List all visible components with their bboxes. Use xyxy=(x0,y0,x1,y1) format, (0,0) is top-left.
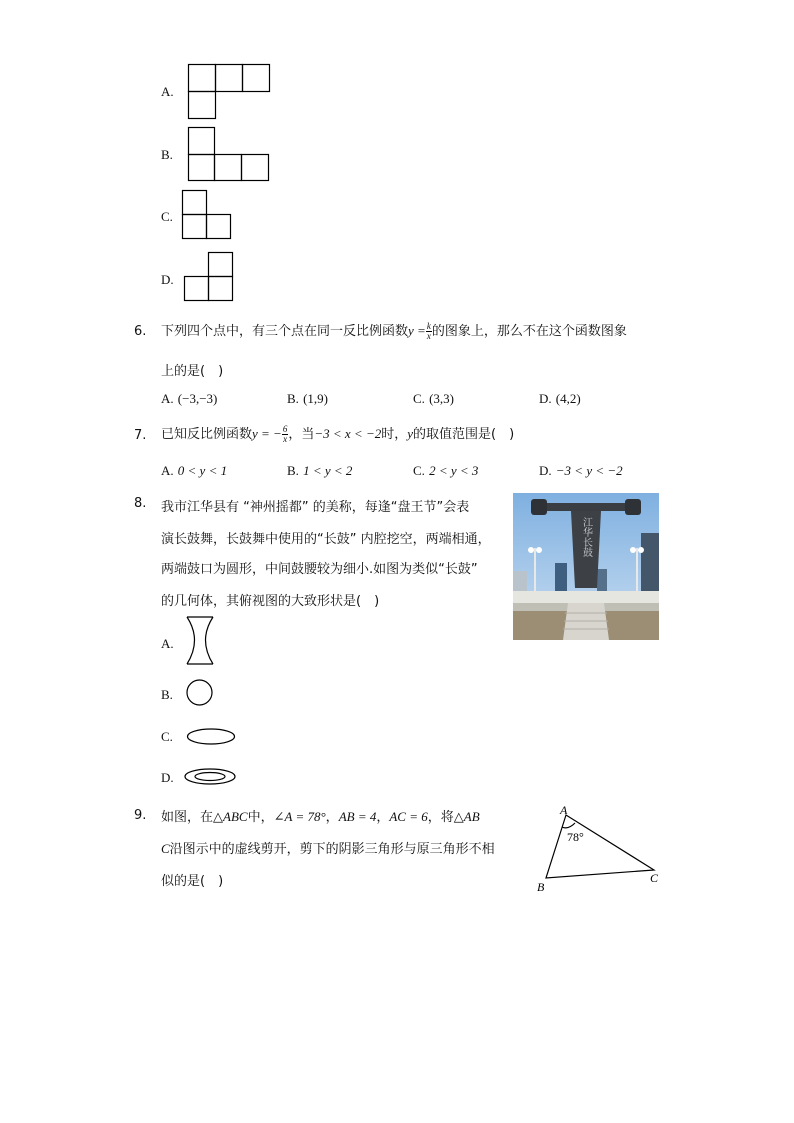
q7-func-lhs: y = − xyxy=(252,426,282,441)
q8-photo-text: 江华长鼓 xyxy=(580,517,592,557)
q7-number: 7. xyxy=(134,428,147,443)
q5-option-b-label: B. xyxy=(161,147,173,162)
q5-option-d-label: D. xyxy=(161,272,174,287)
q7-text-mid: ，当 xyxy=(288,427,315,442)
q9-vertex-a: A xyxy=(560,803,568,817)
q7-text-end: 的取值范围是( ) xyxy=(413,427,515,442)
q9-number: 9. xyxy=(134,808,147,823)
q7-y-var: y xyxy=(407,426,414,441)
q7-option-c[interactable]: C. 2 < y < 3 xyxy=(413,463,479,478)
q8-option-a-label: A. xyxy=(161,636,174,651)
q8-option-d-figure[interactable] xyxy=(184,768,238,786)
q5-option-c-figure[interactable] xyxy=(182,190,232,240)
q6-text-after: 的图象上，那么不在这个函数图象 xyxy=(431,324,627,339)
q8-line-1: 我市江华县有 “神州摇都” 的美称，每逢“盘王节”会表 xyxy=(161,500,470,515)
q6-func-lhs: y = xyxy=(408,323,426,338)
q9-line-2: C沿图示中的虚线剪开，剪下的阴影三角形与原三角形不相 xyxy=(161,841,495,857)
q5-option-a-figure[interactable] xyxy=(188,64,270,119)
q5-option-b-figure[interactable] xyxy=(188,127,270,182)
q8-line-3: 两端鼓口为圆形，中间鼓腰较为细小.如图为类似“长鼓” xyxy=(161,562,478,577)
q8-option-d-label: D. xyxy=(161,770,174,785)
q9-line-3: 似的是( ) xyxy=(161,874,224,889)
q7-stem xyxy=(161,421,514,447)
q6-option-d[interactable]: D. (4,2) xyxy=(539,391,581,406)
q5-option-c-label: C. xyxy=(161,209,173,224)
q8-option-c-figure[interactable] xyxy=(187,728,237,746)
q6-stem-line2: 上的是( ) xyxy=(161,364,224,379)
q8-option-a-figure[interactable] xyxy=(186,616,216,666)
q5-option-d-figure[interactable] xyxy=(184,252,234,302)
q9-vertex-b: B xyxy=(537,880,545,894)
q7-text-before: 已知反比例函数 xyxy=(161,427,253,442)
q7-fraction: $\frac{6}{x}$ xyxy=(282,424,288,444)
q9-line-1: 如图，在△ABC中，∠A = 78°，AB = 4，AC = 6，将△AB xyxy=(161,809,480,825)
q8-option-c-label: C. xyxy=(161,729,173,744)
q8-line-2: 演长鼓舞，长鼓舞中使用的“长鼓” 内腔挖空，两端相通， xyxy=(161,532,491,547)
q6-option-b[interactable]: B. (1,9) xyxy=(287,391,328,406)
q6-option-c[interactable]: C. (3,3) xyxy=(413,391,454,406)
q9-vertex-c: C xyxy=(650,871,659,885)
q6-option-a[interactable]: A. (−3,−3) xyxy=(161,391,218,406)
q7-option-a[interactable]: A. 0 < y < 1 xyxy=(161,463,228,478)
q6-fraction: $\frac{k}{x}$ xyxy=(426,321,431,341)
q7-condition: −3 < x < −2 xyxy=(314,426,382,441)
q6-stem-line1 xyxy=(161,318,627,344)
q8-number: 8. xyxy=(134,496,147,511)
q8-option-b-label: B. xyxy=(161,687,173,702)
q6-number: 6. xyxy=(134,324,147,339)
q8-photo xyxy=(513,493,659,640)
q9-angle-label: 78° xyxy=(567,830,584,844)
q8-line-4: 的几何体，其俯视图的大致形状是( ) xyxy=(161,594,380,609)
q7-option-d[interactable]: D. −3 < y < −2 xyxy=(539,463,623,478)
q9-triangle-figure xyxy=(530,800,670,900)
q7-text-after: 时， xyxy=(381,427,408,442)
q6-text-before: 下列四个点中，有三个点在同一反比例函数 xyxy=(161,324,409,339)
q8-option-b-figure[interactable] xyxy=(186,679,214,707)
q5-option-a-label: A. xyxy=(161,84,174,99)
q7-option-b[interactable]: B. 1 < y < 2 xyxy=(287,463,353,478)
